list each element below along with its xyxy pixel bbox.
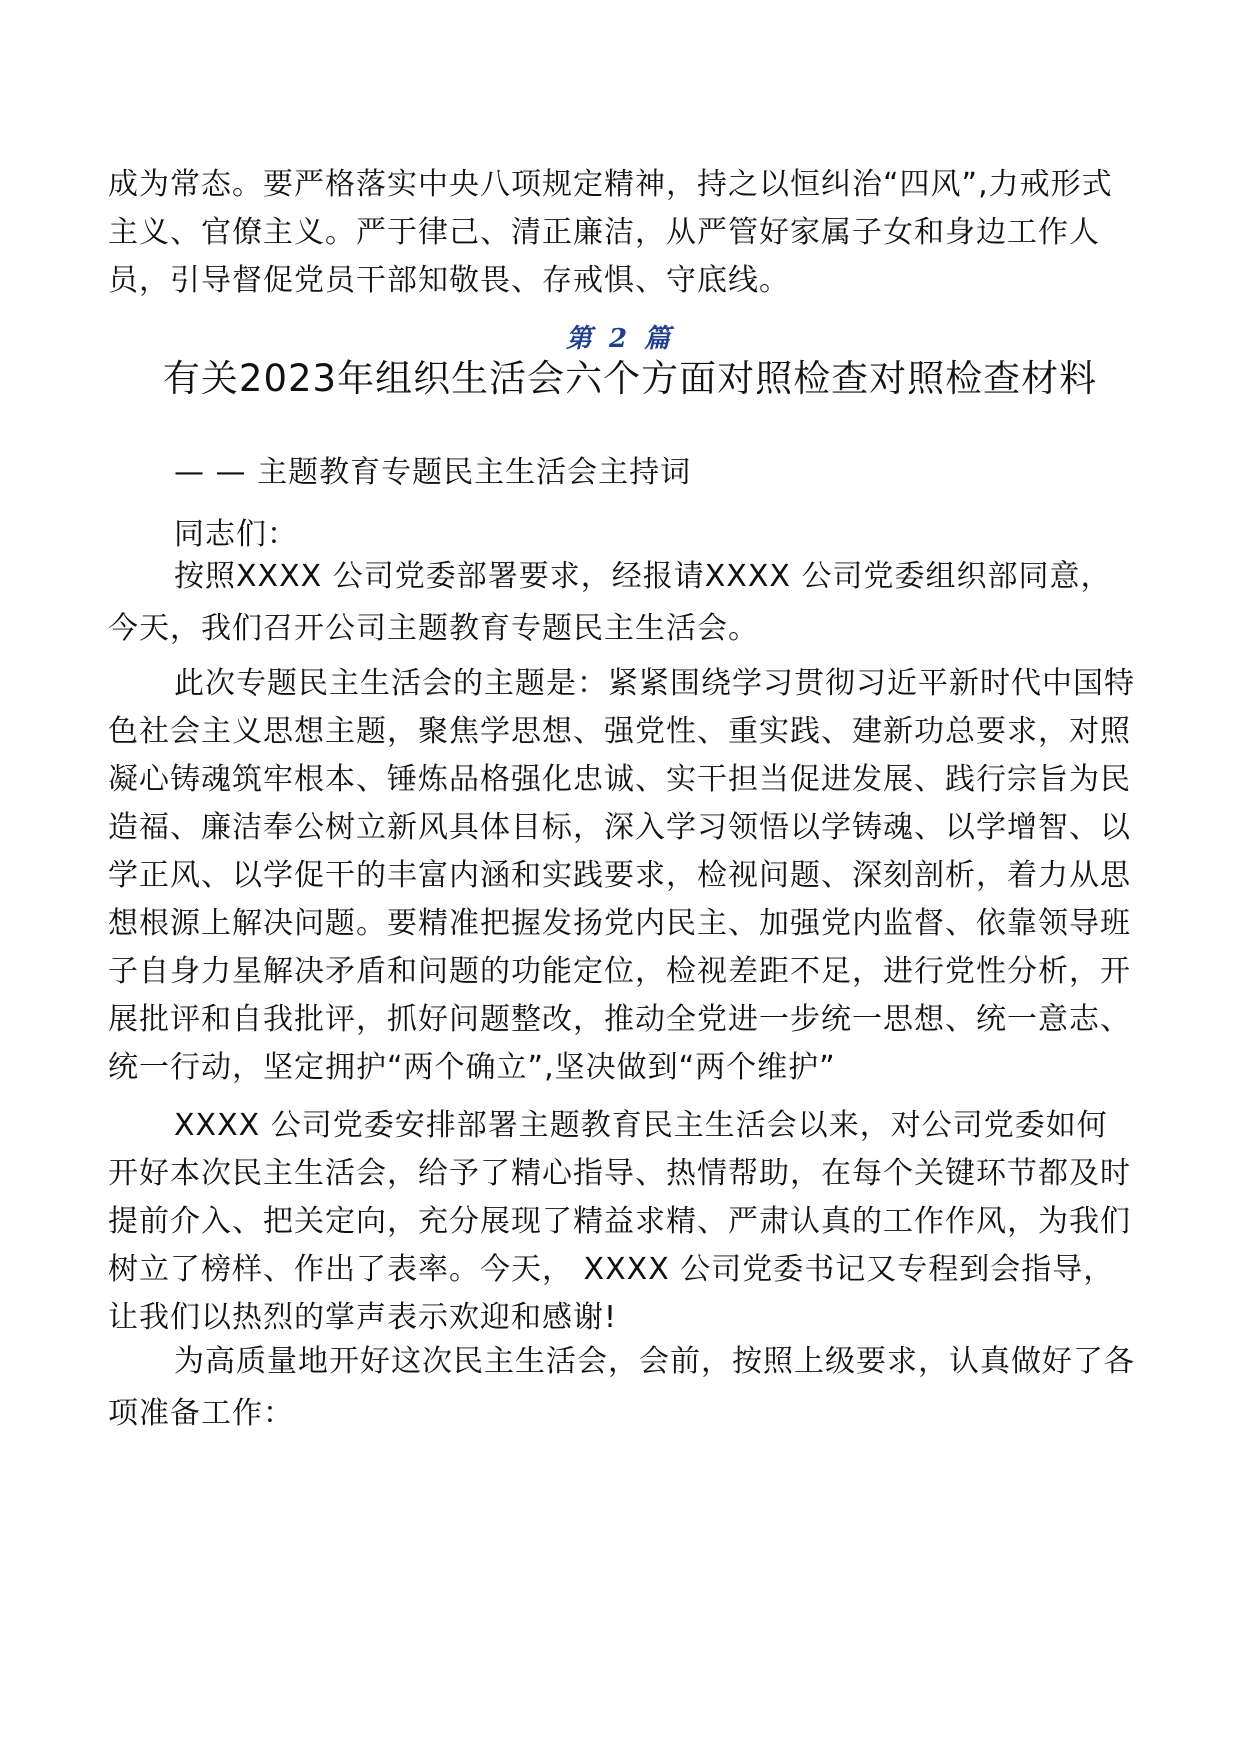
body-paragraph: 按照XXXX 公司党委部署要求，经报请XXXX 公司党委组织部同意，今天，我们召开公司主题教育专题民主生活会。	[108, 559, 1112, 646]
body-paragraph: 为高质量地开好这次民主生活会，会前，按照上级要求，认真做好了各项准备工作：	[108, 1344, 1135, 1431]
document-title: 有关2023年组织生活会六个方面对照检查对照检查材料	[162, 357, 1098, 400]
body-paragraph: XXXX 公司党委安排部署主题教育民主生活会以来，对公司党委如何开好本次民主生活会，给予了精心指导、热情帮助，在每个关键环节都及时提前介入、把关定向，充分展现了精益求精、严肃认真的工作作风，为我们树立了榜样、作出了表率。今天， XXXX 公司党委书记又专程到会指导，让我们以热烈的掌声表示欢迎和感谢!	[108, 1108, 1131, 1335]
salutation: 同志们：	[174, 517, 298, 552]
article-number: 第 2 篇	[565, 324, 675, 354]
document-subtitle: — — 主题教育专题民主生活会主持词	[174, 455, 692, 490]
intro-paragraph: 成为常态。要严格落实中央八项规定精神，持之以恒纠治“四风”,力戒形式主义、官僚主义。严于律己、清正廉洁，从严管好家属子女和身边工作人员，引导督促党员干部知敬畏、存戒惧、守底线。	[108, 167, 1113, 298]
body-paragraph: 此次专题民主生活会的主题是：紧紧围绕学习贯彻习近平新时代中国特色社会主义思想主题，聚焦学思想、强党性、重实践、建新功总要求，对照凝心铸魂筑牢根本、锤炼品格强化忠诚、实干担当促进发展、践行宗旨为民造福、廉洁奉公树立新风具体目标，深入学习领悟以学铸魂、以学增智、以学正风、以学促干的丰富内涵和实践要求，检视问题、深刻剖析，着力从思想根源上解决问题。要精准把握发扬党内民主、加强党内监督、依靠领导班子自身力星解决矛盾和问题的功能定位，检视差距不足，进行党性分析，开展批评和自我批评，抓好问题整改，推动全党进一步统一思想、统一意志、统一行动，坚定拥护“两个确立”,坚决做到“两个维护”	[108, 666, 1135, 1085]
